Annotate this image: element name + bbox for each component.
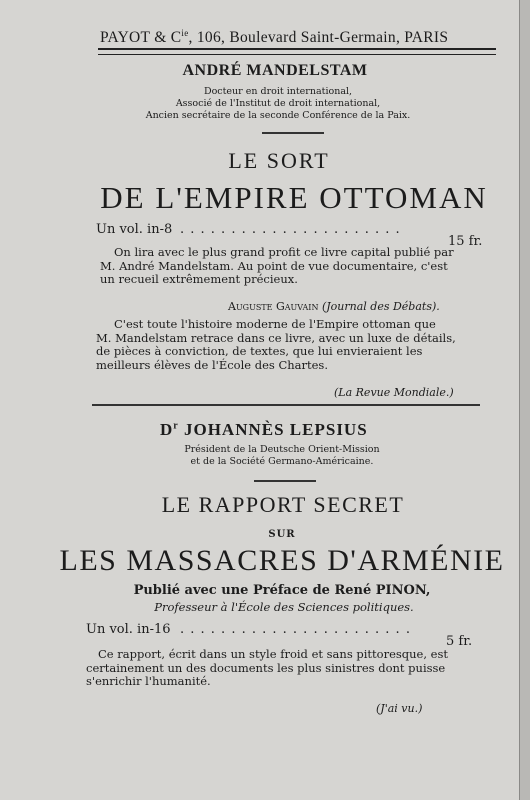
book1-review2 — [96, 318, 486, 372]
book2-preface-line2: Professeur à l'École des Sciences politiques. — [154, 600, 414, 614]
book1-title-line2: DE L'EMPIRE OTTOMAN — [100, 180, 488, 215]
book2-review-publication: (J'ai vu.) — [376, 702, 423, 715]
publisher-sup: ie — [181, 28, 189, 38]
book1-review2-line: de pièces à conviction, de textes, que lui envieraient les — [96, 344, 423, 358]
book1-review1-author: Auguste Gauvain — [228, 300, 319, 313]
book1-review2-line: M. Mandelstam retrace dans ce livre, avec un luxe de détails, — [96, 330, 456, 345]
book1-review2-line: meilleurs élèves de l'École des Chartes. — [96, 357, 328, 372]
book1-review1 — [100, 246, 486, 287]
book1-credential-3: Ancien secrétaire de la seconde Conférence de la Paix. — [145, 110, 411, 121]
book2-volume: Un vol. in-16 — [86, 622, 171, 637]
book1-volume: Un vol. in-8 — [96, 222, 173, 237]
book1-review1-line: un recueil extrêmement précieux. — [100, 272, 298, 286]
book1-leader-dots: . . . . . . . . . . . . . . . . . . . . . . — [180, 222, 401, 237]
book2-title-line1: LE RAPPORT SECRET — [161, 492, 405, 517]
publisher-name: PAYOT & C — [100, 29, 182, 47]
section-divider-rule — [92, 404, 480, 406]
book1-review2-line: C'est toute l'histoire moderne de l'Empire ottoman que — [114, 317, 436, 331]
book2-leader-dots: . . . . . . . . . . . . . . . . . . . . . . . — [180, 622, 411, 637]
book2-price: 5 fr. — [446, 634, 473, 649]
book2-author-sup: r — [173, 420, 179, 432]
book2-author — [160, 420, 368, 440]
book1-review1-line: M. André Mandelstam. Au point de vue documentaire, c'est — [100, 258, 448, 273]
book1-short-rule — [262, 132, 324, 134]
book2-title-sur: SUR — [268, 529, 296, 540]
publisher-address: , 106, Boulevard Saint-Germain, PARIS — [188, 29, 449, 47]
book1-author: ANDRÉ MANDELSTAM — [182, 62, 368, 79]
book1-price: 15 fr. — [448, 234, 483, 249]
book2-author-name: JOHANNÈS LEPSIUS — [183, 420, 368, 439]
book1-review1-publication: (Journal des Débats). — [321, 300, 440, 313]
book2-short-rule — [254, 480, 316, 482]
book2-review-line: Ce rapport, écrit dans un style froid et sans pittoresque, est — [98, 647, 448, 661]
book2-credential-1: Président de la Deutsche Orient-Mission — [184, 444, 380, 455]
publisher-header — [100, 28, 496, 47]
book1-review1-source — [228, 300, 440, 313]
book1-review2-publication: (La Revue Mondiale.) — [334, 386, 454, 399]
book2-preface-line1: Publié avec une Préface de René PINON, — [133, 583, 431, 598]
book1-title-line1: LE SORT — [228, 148, 330, 173]
book1-review1-line: On lira avec le plus grand profit ce livre capital publié par — [114, 245, 454, 259]
book1-credential-2: Associé de l'Institut de droit international, — [175, 98, 381, 109]
book2-credential-2: et de la Société Germano-Américaine. — [190, 456, 374, 467]
book2-review-line: s'enrichir l'humanité. — [86, 674, 211, 688]
page-edge — [519, 0, 530, 800]
book2-review — [86, 648, 476, 689]
book2-review-line: certainement un des documents les plus sinistres dont puisse — [86, 660, 446, 675]
book2-author-prefix: D — [160, 420, 174, 439]
book1-credential-1: Docteur en droit international, — [203, 86, 353, 97]
header-double-rule — [98, 48, 496, 55]
book2-title-line2: LES MASSACRES D'ARMÉNIE — [59, 544, 505, 577]
